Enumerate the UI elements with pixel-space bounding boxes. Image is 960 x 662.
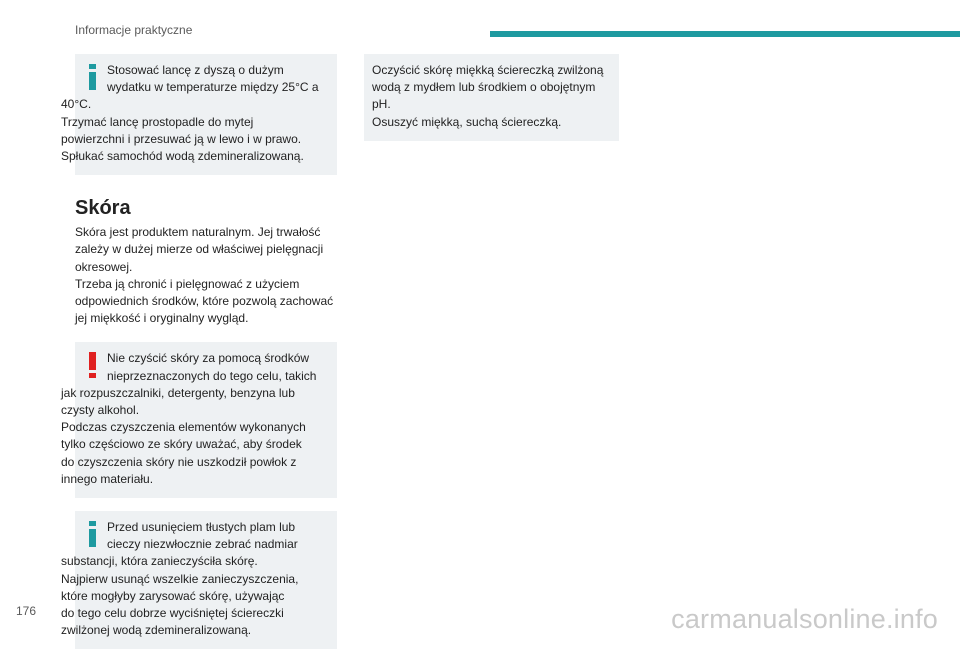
header-accent-bar (490, 31, 960, 37)
watermark: carmanualsonline.info (671, 604, 938, 634)
warning-box (61, 342, 337, 498)
section-title: Skóra (75, 197, 131, 220)
warning-icon (84, 350, 106, 384)
right-column (364, 54, 619, 154)
info-note-box-1 (61, 54, 337, 175)
info-note-2-text: Przed usunięciem tłustych plam lub cieczy niezwłocznie zebrać nadmiar substancji, która zanieczyściła skórę. Najpierw usunąć wszelkie zanieczyszczenia, które mogłyby zarysować skórę, używając do tego celu dobrze wyciśniętej ściereczki zwilżonej wodą zdemineralizowaną. (61, 520, 299, 638)
section-paragraph: Skóra jest produktem naturalnym. Jej trwałość zależy w dużej mierze od właściwej pielęgnacji okresowej. Trzeba ją chronić i pielęgnować z użyciem odpowiednich środków, które pozwolą zachować jej miękkość i oryginalny wygląd. (75, 225, 334, 326)
left-column (61, 54, 337, 662)
cleaning-instructions-text: Oczyścić skórę miękką ściereczką zwilżoną wodą z mydłem lub środkiem o obojętnym pH. Osuszyć miękką, suchą ściereczką. (372, 63, 604, 129)
info-icon (84, 62, 106, 96)
info-note-box-2 (61, 511, 337, 649)
info-note-1-text: Stosować lancę z dyszą o dużym wydatku w temperaturze między 25°C a 40°C. Trzymać lancę prostopadle do mytej powierzchni i przesuwać ją w lewo i w prawo. Spłukać samochód wodą zdemineralizowaną. (61, 63, 319, 164)
info-icon (84, 519, 106, 553)
page-number: 176 (16, 604, 37, 618)
header-title: Informacje praktyczne (75, 23, 193, 37)
warning-text: Nie czyścić skóry za pomocą środków nieprzeznaczonych do tego celu, takich jak rozpuszczalniki, detergenty, benzyna lub czysty alkohol. Podczas czyszczenia elementów wykonanych tylko częściowo ze skóry uważać, aby środek do czyszczenia skóry nie uszkodził powłok z innego materiału. (61, 351, 317, 486)
cleaning-instructions-box (364, 54, 619, 141)
